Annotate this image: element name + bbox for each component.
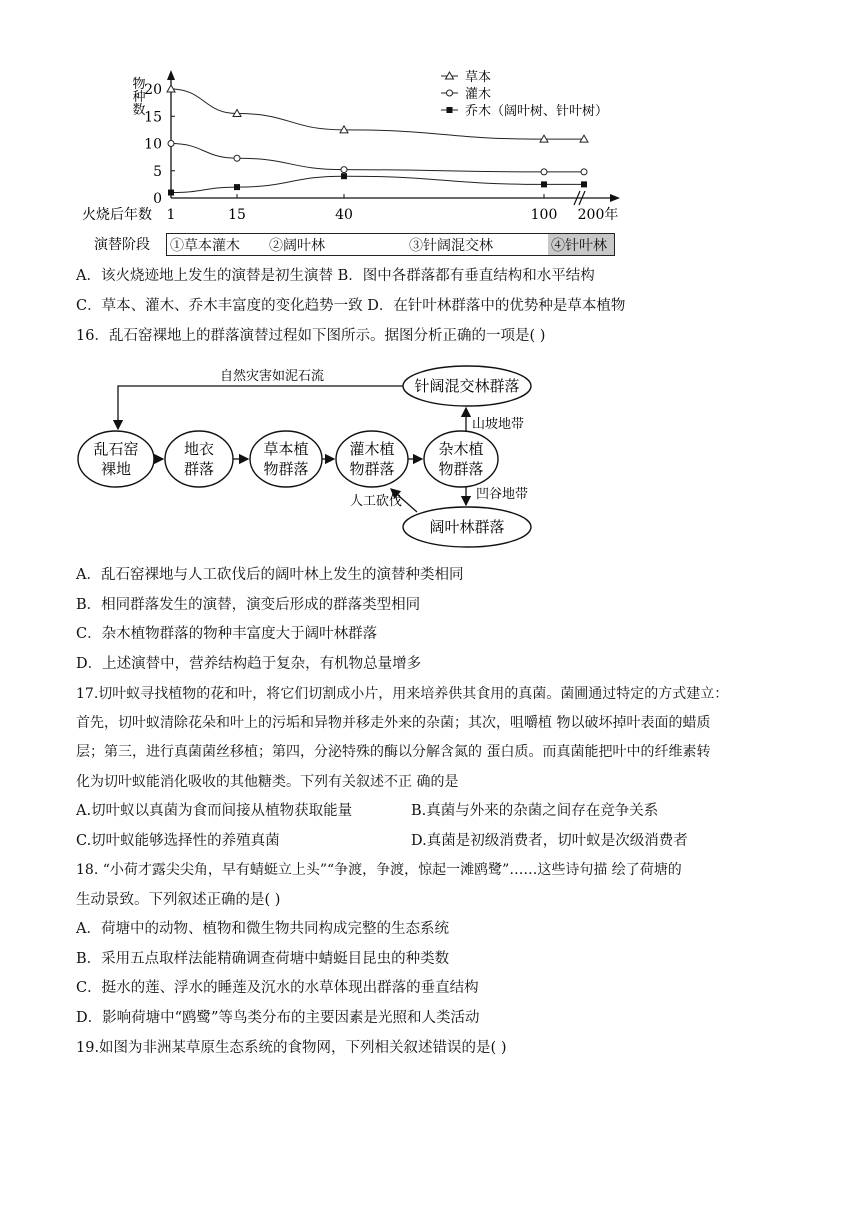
species-chart (0, 0, 860, 260)
x-axis-arrow (610, 194, 620, 202)
label-disaster: 自然灾害如泥石流 (220, 369, 325, 384)
q17-option-d: D.真菌是初级消费者，切叶蚁是次级消费者 (411, 833, 688, 849)
node-lichen-label-2: 群落 (183, 460, 215, 478)
succession-diagram (0, 360, 860, 550)
data-point-shrub (234, 155, 240, 161)
node-herb-label-2: 物群落 (263, 460, 309, 478)
data-point-tree (234, 184, 240, 190)
q16-stem: 16．乱石窑裸地上的群落演替过程如下图所示。据图分析正确的一项是( ) (76, 328, 546, 344)
q17-option-b: B.真菌与外来的杂菌之间存在竞争关系 (411, 803, 659, 819)
legend-item-shrub: 灌木 (465, 87, 492, 102)
q16-option-a: A．乱石窑裸地与人工砍伐后的阔叶林上发生的演替种类相同 (76, 567, 464, 583)
node-bare-land-label-2: 裸地 (100, 460, 132, 478)
q18-stem-line-1: 18. “小荷才露尖尖角，早有蜻蜓立上头”“争渡，争渡，惊起一滩鸥鹭”……这些诗句描 绘了荷塘的 (76, 862, 682, 878)
x-tick-label: 1 (166, 207, 176, 223)
node-herb-label: 草本植 (263, 440, 309, 458)
y-tick-label: 10 (144, 136, 162, 153)
y-tick-label: 20 (144, 82, 162, 98)
data-point-shrub (541, 169, 547, 175)
y-axis-arrow (167, 70, 175, 80)
q15-option-ab: A．该火烧迹地上发生的演替是初生演替 B．图中各群落都有垂直结构和水平结构 (76, 268, 595, 284)
x-axis-label: 火烧后年数 (82, 207, 152, 223)
q16-option-c: C．杂木植物群落的物种丰富度大于阔叶林群落 (76, 626, 378, 642)
data-point-tree (341, 173, 347, 179)
series-line-shrub (171, 144, 584, 172)
y-tick-label: 5 (153, 163, 162, 180)
x-tick-label: 200年 (577, 207, 619, 223)
data-point-tree (581, 181, 587, 187)
q18-option-c: C．挺水的莲、浮水的睡莲及沉水的水草体现出群落的垂直结构 (76, 980, 479, 996)
y-tick-label: 15 (144, 109, 162, 126)
legend (441, 69, 608, 119)
q17-stem-line-4: 化为切叶蚁能消化吸收的其他糖类。下列有关叙述不正 确的是 (76, 774, 459, 790)
q17-stem-line-1: 17.切叶蚁寻找植物的花和叶，将它们切割成小片，用来培养供其食用的真菌。菌圃通过特定的方式建立： (76, 686, 729, 702)
legend-circle-marker (447, 90, 453, 96)
q18-stem-line-2: 生动景致。下列叙述正确的是( ) (76, 892, 281, 908)
node-conifer-broadleaf-label: 针阔混交林群落 (414, 377, 520, 395)
q17-stem-line-3: 层；第三，进行真菌菌丝移植；第四，分泌特殊的酶以分解含氮的 蛋白质。而真菌能把叶中的纤维素转 (76, 744, 711, 760)
q19-stem: 19.如图为非洲某草原生态系统的食物网，下列相关叙述错误的是( ) (76, 1040, 507, 1056)
x-tick-label: 40 (335, 207, 353, 223)
q18-option-d: D．影响荷塘中“鸥鹭”等鸟类分布的主要因素是光照和人类活动 (76, 1010, 480, 1026)
data-point-shrub (581, 169, 587, 175)
series-line-tree (171, 176, 584, 192)
label-logging: 人工砍伐 (350, 494, 403, 509)
y-axis-label: 物种数 (129, 76, 145, 116)
q17-option-c: C.切叶蚁能够选择性的养殖真菌 (76, 833, 280, 849)
y-tick-label: 0 (153, 191, 162, 207)
stage-3: ③针阔混交林 (409, 238, 493, 254)
node-bare-land-label: 乱石窑 (93, 440, 139, 458)
data-point-tree (541, 181, 547, 187)
data-point-shrub (168, 141, 174, 147)
node-broadleaf-label: 阔叶林群落 (429, 518, 505, 536)
q16-option-d: D．上述演替中，营养结构趋于复杂，有机物总量增多 (76, 656, 422, 672)
data-point-tree (168, 190, 174, 196)
node-mixed-label-2: 物群落 (438, 460, 484, 478)
stage-2: ②阔叶林 (269, 238, 325, 254)
x-tick-label: 100 (530, 207, 558, 223)
q18-option-b: B．采用五点取样法能精确调查荷塘中蜻蜓目昆虫的种类数 (76, 951, 450, 967)
data-point-shrub (341, 167, 347, 173)
q17-option-a: A.切叶蚁以真菌为食而间接从植物获取能量 (76, 803, 353, 819)
label-hillside: 山坡地带 (472, 417, 525, 432)
stage-1: ①草本灌木 (170, 238, 240, 254)
q18-option-a: A．荷塘中的动物、植物和微生物共同构成完整的生态系统 (76, 921, 449, 937)
x-tick-label: 15 (228, 207, 246, 223)
q16-option-b: B．相同群落发生的演替，演变后形成的群落类型相同 (76, 597, 421, 613)
label-valley: 凹谷地带 (476, 487, 529, 502)
q15-option-cd: C．草本、灌木、乔木丰富度的变化趋势一致 D．在针叶林群落中的优势种是草本植物 (76, 298, 626, 314)
node-shrub-label: 灌木植 (349, 440, 395, 458)
stage-label: 演替阶段 (94, 237, 150, 253)
legend-item-herb: 草本 (465, 70, 492, 85)
stage-4: ④针叶林 (551, 238, 607, 254)
node-lichen-label: 地衣 (183, 440, 215, 458)
legend-square-marker (447, 107, 453, 113)
node-shrub-label-2: 物群落 (349, 460, 395, 478)
q17-stem-line-2: 首先，切叶蚁清除花朵和叶上的污垢和异物并移走外来的杂菌；其次，咀嚼植 物以破坏掉叶表面的蜡质 (76, 715, 711, 731)
node-mixed-label: 杂木植 (438, 440, 484, 458)
legend-item-tree: 乔木（阔叶树、针叶树） (465, 104, 609, 119)
